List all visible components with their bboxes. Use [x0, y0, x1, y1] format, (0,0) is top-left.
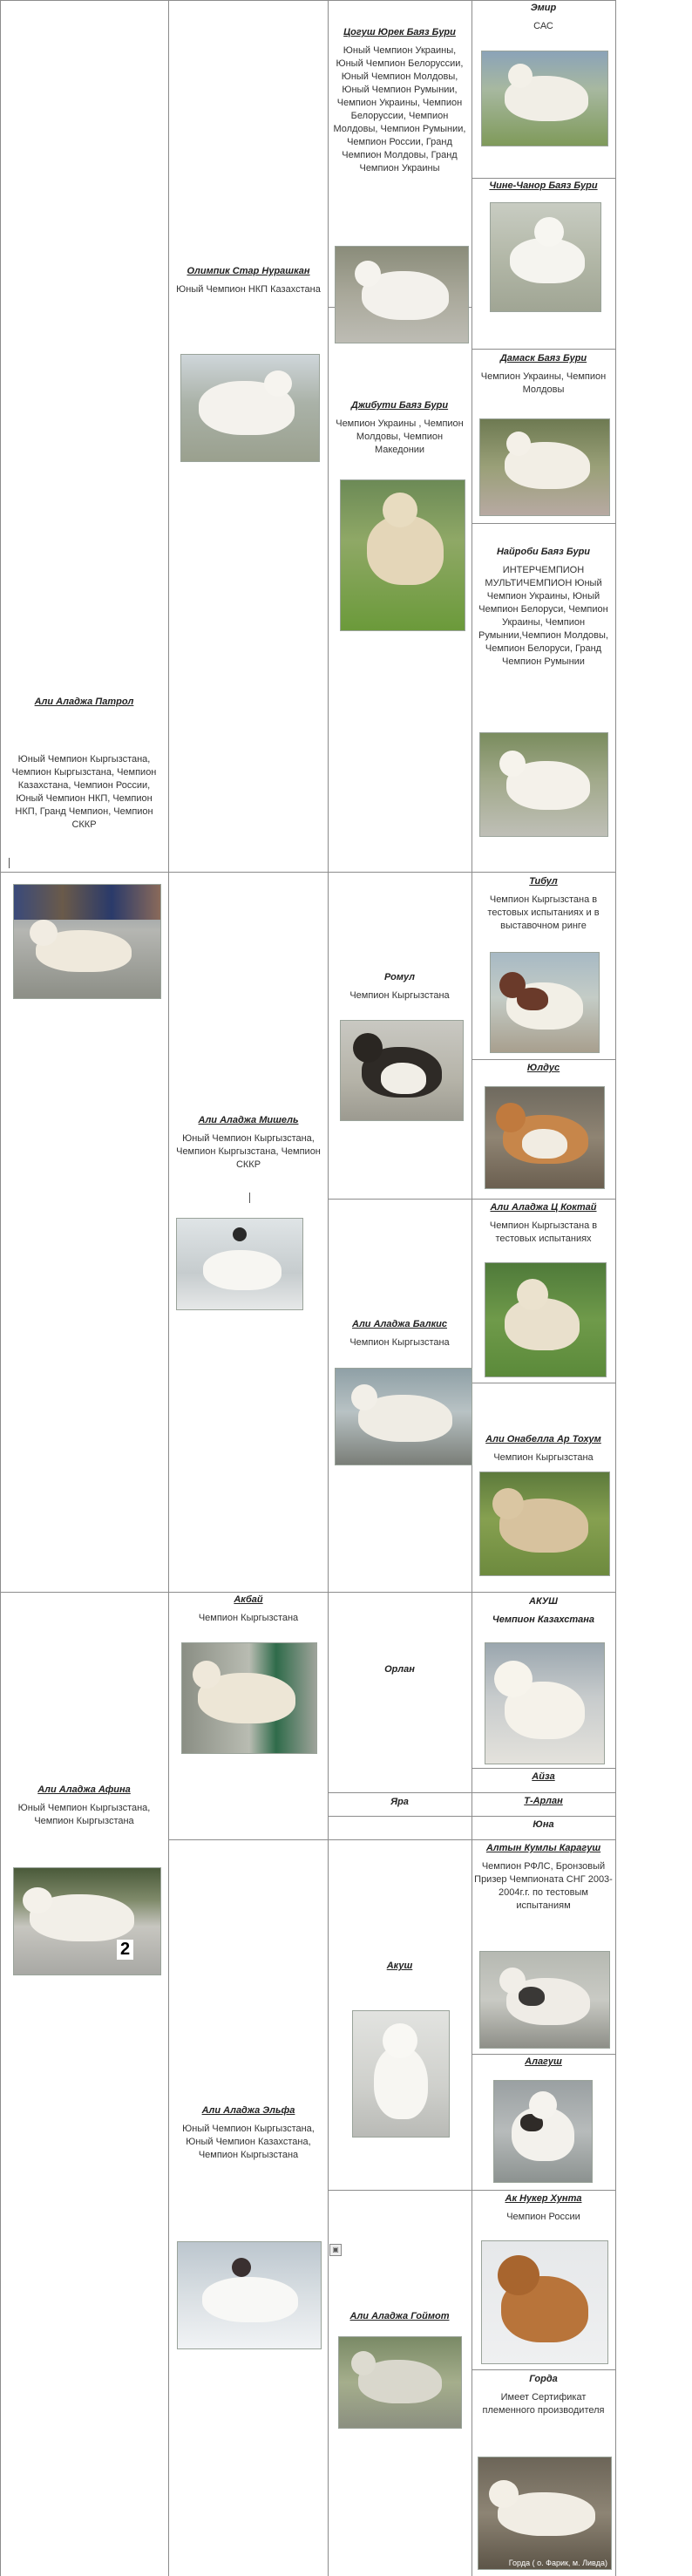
emir-photo: [481, 51, 608, 146]
sire-photo: [13, 884, 161, 999]
romul-photo: [340, 1020, 464, 1121]
gorda-photo: Горда ( о. Фарик, м. Ливда): [478, 2457, 612, 2570]
koktai-cell: Али Аладжа Ц Коктай Чемпион Кыргызстана в тестовых испытаниях: [489, 1202, 598, 1244]
ayza-cell: Айза: [532, 1771, 555, 1782]
olimpik-photo: [180, 354, 320, 462]
text-cursor: [9, 858, 10, 868]
yuldus-cell: Юлдус: [526, 1063, 560, 1073]
sire-cell: [2, 696, 166, 714]
akush-champion-cell: АКУШ Чемпион Казахстана: [492, 1596, 595, 1625]
balkis-cell: Али Аладжа Балкис Чемпион Кыргызстана: [349, 1319, 450, 1348]
dam-cell: [2, 1784, 166, 1828]
yara-cell: Яра: [390, 1797, 409, 1807]
damask-cell: Дамаск Баяз Бури Чемпион Украины, Чемпион Молдовы: [480, 353, 607, 395]
olimpik-cell: Олимпик Стар Нурашкан Юный Чемпион НКП Казахстана: [176, 266, 321, 295]
koktai-photo: [485, 1262, 607, 1377]
tibul-cell: Тибул Чемпион Кыргызстана в тестовых испытаниях и в выставочном ринге: [487, 876, 600, 931]
hunta-cell: Ак Нукер Хунта Чемпион России: [505, 2193, 582, 2222]
nairobi-photo: [479, 732, 608, 837]
akush-photo: [352, 2010, 450, 2138]
emir-cell: Эмир САС: [530, 3, 557, 31]
t-arlan-cell: Т-Арлан: [524, 1796, 563, 1806]
mishel-cell: Али Аладжа Мишель Юный Чемпион Кыргызстана, Чемпион Кыргызстана, Чемпион СККР: [176, 1115, 321, 1170]
akush-champion-photo: [485, 1642, 605, 1764]
hunta-photo: [481, 2240, 608, 2364]
layout-options-icon[interactable]: ▣: [329, 2244, 342, 2256]
karagush-cell: Алтын Кумлы Карагуш Чемпион РФЛС, Бронзовый Призер Чемпионата СНГ 2003-2004г.г. по тестовым испытаниям: [474, 1843, 613, 1911]
tsogush-cell: Цогуш Юрек Баяз Бури Юный Чемпион Украины, Юный Чемпион Белоруссии, Юный Чемпион Молдовы, Юный Чемпион Румынии, Чемпион Украины, Чемпион Белоруссии, Чемпион Молдовы, Чемпион Румынии, Чемпион России, Гранд Чемпион Молдовы, Гранд Чемпион Украины: [333, 27, 466, 173]
chine-chanor-cell: Чине-Чанор Баяз Бури: [489, 180, 598, 191]
text-cursor: [249, 1193, 250, 1203]
nairobi-cell: Найроби Баяз Бури ИНТЕРЧЕМПИОН МУЛЬТИЧЕМПИОН Юный Чемпион Украины, Юный Чемпион Белоруси, Чемпион Украины, Чемпион Румынии,Чемпион Молдовы, Чемпион Белоруси, Гранд Чемпион Румынии: [478, 547, 608, 667]
chine-chanor-photo: [490, 202, 601, 312]
tsogush-photo: [335, 246, 469, 343]
elfa-photo[interactable]: [177, 2241, 322, 2349]
dam-titles: Юный Чемпион Кыргызстана, Чемпион Кыргызстана: [17, 1803, 151, 1826]
alagush-photo: [493, 2080, 593, 2183]
tibul-photo: [490, 952, 600, 1053]
akush-cell: Акуш: [386, 1961, 413, 1971]
elfa-cell: Али Аладжа Эльфа Юный Чемпион Кыргызстана, Юный Чемпион Казахстана, Чемпион Кыргызстана: [182, 2105, 315, 2160]
damask-photo: [479, 418, 610, 516]
romul-cell: Ромул Чемпион Кыргызстана: [349, 972, 450, 1001]
mishel-photo: [176, 1218, 303, 1310]
orlan-cell: Орлан: [384, 1664, 415, 1675]
tohum-cell: Али Онабелла Ар Тохум Чемпион Кыргызстана: [485, 1434, 601, 1463]
alagush-cell: Алагуш: [525, 2056, 562, 2067]
akbay-cell: Акбай Чемпион Кыргызстана: [198, 1594, 299, 1623]
sire-titles: Юный Чемпион Кыргызстана, Чемпион Кыргызстана, Чемпион Казахстана, Чемпион России, Юный Чемпион НКП, Чемпион НКП, Гранд Чемпион, Чемпион СККР: [11, 754, 157, 830]
djibuti-photo: [340, 479, 465, 631]
akbay-photo: [181, 1642, 317, 1754]
djibuti-cell: Джибути Баяз Бури Чемпион Украины , Чемпион Молдовы, Чемпион Македонии: [336, 400, 464, 455]
gorda-cell: Горда Имеет Сертификат племенного производителя: [482, 2374, 605, 2416]
dam-photo: 2: [13, 1867, 161, 1975]
karagush-photo: [479, 1951, 610, 2049]
yuna-cell: Юна: [533, 1819, 554, 1830]
balkis-photo: [335, 1368, 472, 1465]
goymot-cell: Али Аладжа Гоймот: [349, 2311, 450, 2321]
goymot-photo: [338, 2336, 462, 2429]
dam-name: Али Аладжа Афина: [37, 1784, 131, 1795]
sire-name: Али Аладжа Патрол: [34, 697, 134, 707]
yuldus-photo: [485, 1086, 605, 1189]
tohum-photo: [479, 1472, 610, 1576]
